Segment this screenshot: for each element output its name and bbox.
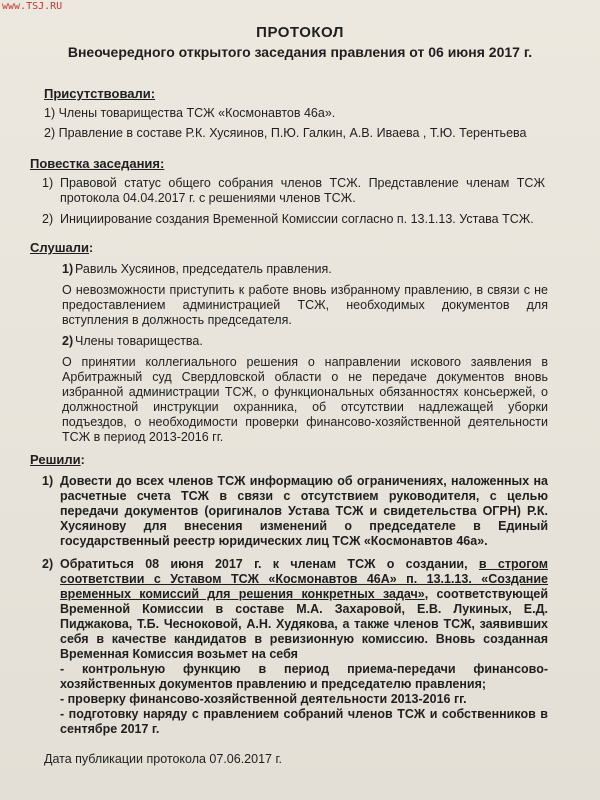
agenda-item-number: 1)	[42, 176, 54, 190]
agenda-item-text: Правовой статус общего собрания членов ТСЖ. Представление членам ТСЖ протокола 04.04.2017 г. с решениями членов ТСЖ.	[60, 176, 545, 205]
decision-2-bullet: - проверку финансово-хозяйственной деятельности 2013-2016 гг.	[60, 692, 467, 706]
agenda-item-number: 2)	[42, 212, 54, 226]
decision-1: 1) Довести до всех членов ТСЖ информацию об ограничениях, наложенных на расчетные счета ТСЖ в связи с отсутствием руководителя, с целью передачи документов (оригиналов Устава ТСЖ и свидетельства ОГРН) Р.К. Хусяинову для внесения изменений о председателе в Единый государственный реестр юридических лиц ТСЖ «Космонавтов 46а».	[42, 474, 548, 548]
decision-2-bullet: - контрольную функцию в период приема-передачи финансово-хозяйственных документов правлению и председателю правления;	[60, 662, 548, 691]
agenda-item	[30, 176, 545, 206]
present-section	[44, 86, 554, 141]
agenda-section	[30, 156, 545, 227]
statute-reference: в строгом соответствии с Уставом ТСЖ «Космонавтов 46А» п. 13.1.13. «Создание временных комиссий для решения конкретных задач»	[60, 557, 548, 601]
publication-date: Дата публикации протокола 07.06.2017 г.	[44, 752, 282, 766]
speaker-2: 2) Члены товарищества.	[62, 334, 203, 348]
heard-heading: Слушали:	[30, 240, 94, 255]
decision-1-text: Довести до всех членов ТСЖ информацию об ограничениях, наложенных на расчетные счета ТСЖ в связи с отсутствием руководителя, с целью передачи документов (оригиналов Устава ТСЖ и свидетельства ОГРН) Р.К. Хусяинову для внесения изменений о председателе в Единый государственный реестр юридических лиц ТСЖ «Космонавтов 46а».	[60, 474, 548, 548]
speaker-1-text: О невозможности приступить к работе вновь избранному правлению, в связи с не предоставлением администрацией ТСЖ, необходимых документов для вступления в должность председателя.	[62, 283, 548, 327]
decided-section	[30, 452, 548, 737]
document-title: ПРОТОКОЛ	[256, 24, 344, 41]
speaker-1: 1) Равиль Хусяинов, председатель правления.	[62, 262, 332, 276]
heard-section	[30, 240, 548, 445]
agenda-heading: Повестка заседания:	[30, 156, 165, 171]
decision-2-bullet: - подготовку наряду с правлением собраний членов ТСЖ и собственников в сентябре 2017 г.	[60, 707, 548, 736]
present-item: 2) Правление в составе Р.К. Хусяинов, П.Ю. Галкин, А.В. Иваева , Т.Ю. Терентьева	[44, 126, 527, 140]
agenda-item	[30, 212, 545, 227]
decided-heading: Решили:	[30, 452, 85, 467]
present-item: 1) Члены товарищества ТСЖ «Космонавтов 46а».	[44, 106, 336, 120]
speaker-2-text: О принятии коллегиального решения о направлении искового заявления в Арбитражный суд Свердловской области о не передаче документов вновь избранной администрации ТСЖ, о функциональных обязанностях консьержей, о должностной инструкции охранника, об отсутствии надлежащей уборки подъездов, о необходимости проверки финансово-хозяйственной деятельности ТСЖ в период 2013-2016 гг.	[62, 355, 548, 444]
speaker-2-name: Члены товарищества.	[75, 334, 203, 348]
document-subtitle: Внеочередного открытого заседания правления от 06 июня 2017 г.	[67, 44, 533, 60]
decision-2: 2) Обратиться 08 июня 2017 г. к членам ТСЖ о создании, в строгом соответствии с Уставом ТСЖ «Космонавтов 46А» п. 13.1.13. «Создание временных комиссий для решения конкретных задач», соответствующей Временной Комиссии в составе М.А. Захаровой, Е.В. Лукиных, Е.Д. Пиджакова, Т.Б. Чесноковой, А.Н. Худякова, а также членов ТСЖ, заявивших себя в качестве кандидатов в ревизионную комиссию. Вновь созданная Временная Комиссия возьмет на себя - контрольную функцию в период приема-передачи финансово-хозяйственных документов правлению и председателю правления; - проверку финансово-хозяйственной деятельности 2013-2016 гг. - подготовку наряду с правлением собраний членов ТСЖ и собственников в сентябре 2017 г.	[42, 557, 549, 736]
watermark: www.TSJ.RU	[2, 1, 63, 12]
speaker-1-name: Равиль Хусяинов, председатель правления.	[75, 262, 332, 276]
agenda-item-text: Инициирование создания Временной Комиссии согласно п. 13.1.13. Устава ТСЖ.	[60, 212, 534, 226]
present-heading: Присутствовали:	[44, 86, 156, 101]
